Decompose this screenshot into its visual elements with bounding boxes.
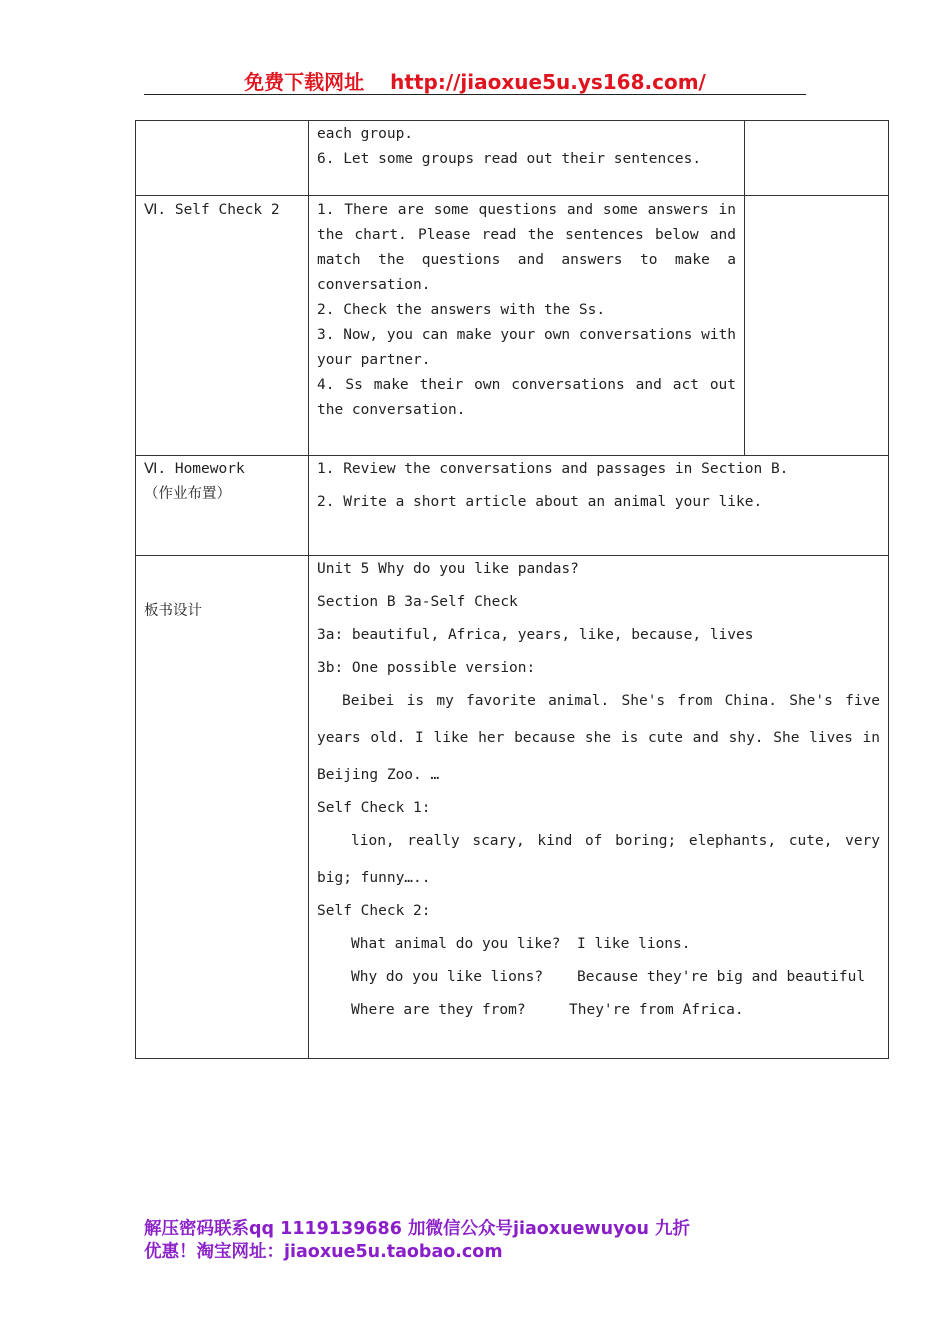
header-url-link[interactable]: http://jiaoxue5u.ys168.com/ <box>390 70 706 94</box>
board-title: Unit 5 Why do you like pandas? <box>317 561 579 577</box>
notes-cell <box>745 121 889 196</box>
self-check1-label: Self Check 1: <box>317 800 431 816</box>
table-row <box>136 196 889 456</box>
content-line: the chart. Please read the sentences below and <box>317 227 737 243</box>
content-line: 2. Check the answers with the Ss. <box>317 302 606 318</box>
version-line: years old. I like her because she is cute and shy. She lives in <box>317 730 881 746</box>
content-cell <box>309 556 889 1059</box>
table-row <box>136 121 889 196</box>
self-check2-label: Self Check 2: <box>317 903 431 919</box>
table-row <box>136 456 889 556</box>
answer-3a: 3a: beautiful, Africa, years, like, because, lives <box>317 627 754 643</box>
qa-question: Why do you like lions? <box>351 969 544 985</box>
footer-line: 优惠！淘宝网址：jiaoxue5u.taobao.com <box>144 1242 503 1262</box>
footer-line: 解压密码联系qq 1119139686 加微信公众号jiaoxuewuyou 九折 <box>144 1219 691 1239</box>
stage-label: Ⅵ. Homework <box>144 461 245 477</box>
notes-cell <box>745 196 889 456</box>
self-check1-line: lion, really scary, kind of boring; elephants, cute, very <box>351 833 881 849</box>
content-cell <box>309 456 889 556</box>
page-header <box>0 66 950 95</box>
page-footer <box>144 1218 690 1264</box>
content-line: conversation. <box>317 277 431 293</box>
qa-answer: They're from Africa. <box>569 1002 744 1018</box>
version-line: Beijing Zoo. … <box>317 767 440 783</box>
stage-cell <box>136 456 309 556</box>
content-line: 2. Write a short article about an animal your like. <box>317 494 763 510</box>
qa-row <box>317 998 880 1031</box>
content-cell <box>309 121 745 196</box>
table-row <box>136 556 889 1059</box>
qa-row <box>317 932 880 965</box>
qa-answer: Because they're big and beautiful <box>577 969 866 985</box>
header-label: 免费下载网址 <box>244 70 365 94</box>
stage-cell <box>136 121 309 196</box>
qa-row <box>317 965 880 998</box>
qa-question: Where are they from? <box>351 1002 526 1018</box>
self-check1-line: big; funny….. <box>317 870 431 886</box>
answer-3b-label: 3b: One possible version: <box>317 660 536 676</box>
qa-answer: I like lions. <box>577 936 691 952</box>
content-line: the conversation. <box>317 402 466 418</box>
stage-label-cn: （作业布置） <box>144 486 231 502</box>
stage-cell <box>136 196 309 456</box>
board-section: Section B 3a-Self Check <box>317 594 518 610</box>
content-line: 4. Ss make their own conversations and act out <box>317 377 737 393</box>
qa-question: What animal do you like? <box>351 936 561 952</box>
content-line: match the questions and answers to make a <box>317 252 737 268</box>
stage-cell <box>136 556 309 1059</box>
content-line: 1. Review the conversations and passages in Section B. <box>317 461 789 477</box>
stage-label: 板书设计 <box>144 603 202 619</box>
content-cell <box>309 196 745 456</box>
version-line: Beibei is my favorite animal. She's from China. She's five <box>342 693 881 709</box>
content-line: 6. Let some groups read out their sentences. <box>317 151 702 167</box>
content-line: each group. <box>317 126 414 142</box>
header-divider <box>144 94 806 95</box>
lesson-plan-table <box>135 120 889 1059</box>
stage-label: Ⅵ. Self Check 2 <box>144 202 280 218</box>
content-line: your partner. <box>317 352 431 368</box>
content-line: 3. Now, you can make your own conversations with <box>317 327 737 343</box>
content-line: 1. There are some questions and some answers in <box>317 202 737 218</box>
